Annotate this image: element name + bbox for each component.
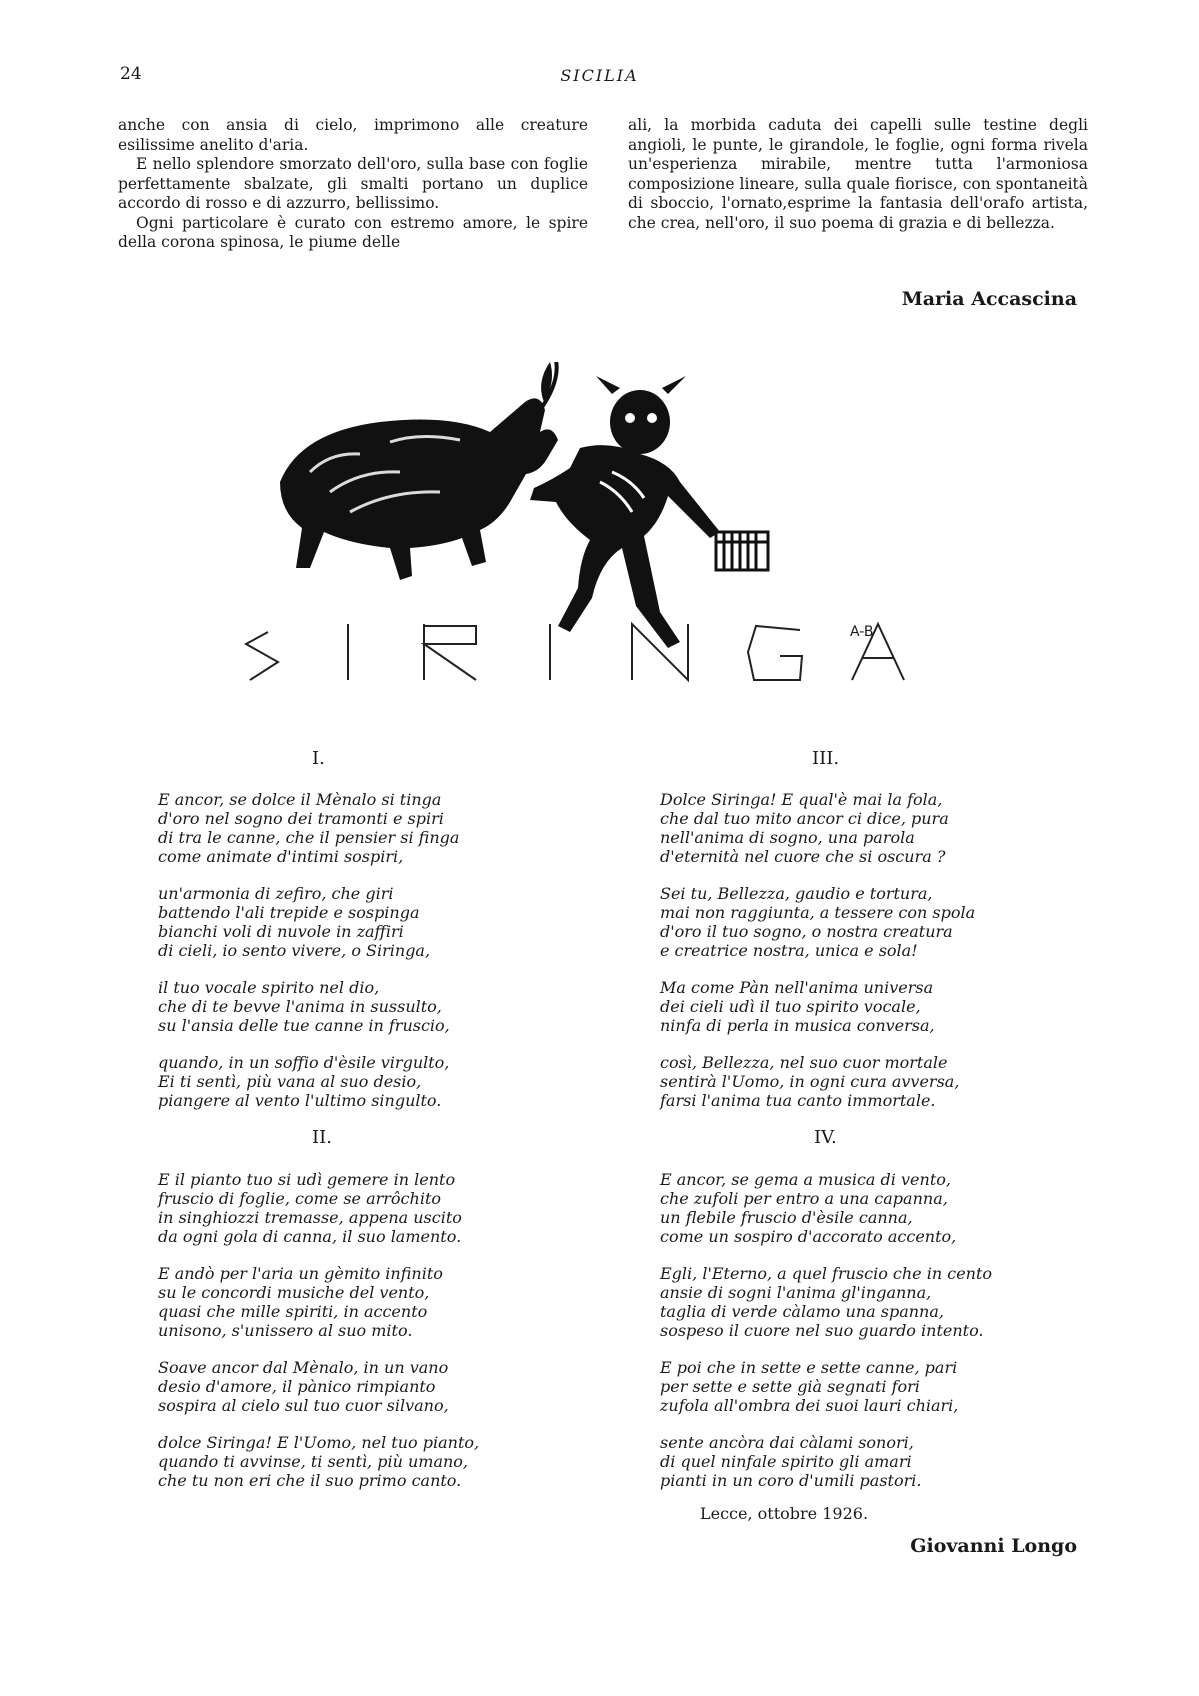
pan-pipes: [716, 532, 768, 570]
verse-line: per sette e sette già segnati fori: [660, 1377, 920, 1396]
stanza: [158, 1433, 479, 1490]
verse-line: mai non raggiunta, a tessere con spola: [660, 903, 976, 922]
verse-line: un flebile fruscio d'èsile canna,: [660, 1208, 913, 1227]
poem-section-3: [660, 790, 975, 1128]
section-numeral: II.: [312, 1127, 332, 1148]
verse-line: zufola all'ombra dei suoi lauri chiari,: [660, 1396, 959, 1415]
stanza: [158, 1358, 479, 1415]
verse-line: su l'ansia delle tue canne in fruscio,: [158, 1016, 450, 1035]
verse-line: e creatrice nostra, unica e sola!: [660, 941, 918, 960]
verse-line: Dolce Siringa! E qual'è mai la fola,: [660, 790, 943, 809]
verse-line: d'eternità nel cuore che si oscura ?: [660, 847, 946, 866]
verse-line: sente ancòra dai càlami sonori,: [660, 1433, 914, 1452]
verse-line: Egli, l'Eterno, a quel fruscio che in cento: [660, 1264, 993, 1283]
verse-line: di tra le canne, che il pensier si finga: [158, 828, 460, 847]
verse-line: Ma come Pàn nell'anima universa: [660, 978, 934, 997]
verse-line: che dal tuo mito ancor ci dice, pura: [660, 809, 949, 828]
verse-line: Sei tu, Bellezza, gaudio e tortura,: [660, 884, 933, 903]
prose-paragraph: Ogni particolare è curato con estremo amore, le spire della corona spinosa, le piume delle: [118, 213, 588, 251]
verse-line: il tuo vocale spirito nel dio,: [158, 978, 380, 997]
verse-line: E il pianto tuo si udì gemere in lento: [158, 1170, 456, 1189]
verse-line: E andò per l'aria un gèmito infinito: [158, 1264, 443, 1283]
verse-line: che tu non eri che il suo primo canto.: [158, 1471, 462, 1490]
section-numeral: III.: [812, 748, 840, 769]
verse-line: dolce Siringa! E l'Uomo, nel tuo pianto,: [158, 1433, 480, 1452]
verse-line: farsi l'anima tua canto immortale.: [660, 1091, 936, 1110]
prose-column-left: [118, 116, 588, 253]
poem-section-2: [158, 1170, 479, 1508]
verse-line: E ancor, se gema a musica di vento,: [660, 1170, 951, 1189]
title-lettering: [246, 624, 904, 680]
verse-line: E poi che in sette e sette canne, pari: [660, 1358, 958, 1377]
verse-line: pianti in un coro d'umili pastori.: [660, 1471, 922, 1490]
verse-line: bianchi voli di nuvole in zaffiri: [158, 922, 404, 941]
siringa-illustration: [240, 362, 960, 762]
running-title: SICILIA: [560, 66, 639, 85]
stanza: [660, 1053, 975, 1110]
artist-monogram: A-B: [850, 624, 874, 640]
verse-line: dei cieli udì il tuo spirito vocale,: [660, 997, 921, 1016]
verse-line: un'armonia di zefiro, che giri: [158, 884, 394, 903]
verse-line: che di te bevve l'anima in sussulto,: [158, 997, 442, 1016]
verse-line: nell'anima di sogno, una parola: [660, 828, 915, 847]
verse-line: quando, in un soffio d'èsile virgulto,: [158, 1053, 450, 1072]
faun-figure: [530, 376, 720, 648]
verse-line: sospeso il cuore nel suo guardo intento.: [660, 1321, 984, 1340]
verse-line: come un sospiro d'accorato accento,: [660, 1227, 957, 1246]
verse-line: in singhiozzi tremasse, appena uscito: [158, 1208, 462, 1227]
stanza: [660, 1433, 992, 1490]
page-number: 24: [120, 64, 142, 84]
goat-figure: [280, 362, 558, 580]
verse-line: così, Bellezza, nel suo cuor mortale: [660, 1053, 948, 1072]
verse-line: battendo l'ali trepide e sospinga: [158, 903, 420, 922]
verse-line: d'oro il tuo sogno, o nostra creatura: [660, 922, 953, 941]
stanza: [660, 978, 975, 1035]
stanza: [158, 1053, 459, 1110]
verse-line: quando ti avvinse, ti sentì, più umano,: [158, 1452, 468, 1471]
poem-section-1: [158, 790, 459, 1128]
verse-line: di quel ninfale spirito gli amari: [660, 1452, 912, 1471]
stanza: [158, 790, 459, 866]
prose-column-right: [628, 116, 1088, 233]
verse-line: ninfa di perla in musica conversa,: [660, 1016, 935, 1035]
verse-line: quasi che mille spiriti, in accento: [158, 1302, 428, 1321]
poem-section-4: [660, 1170, 992, 1490]
verse-line: taglia di verde càlamo una spanna,: [660, 1302, 944, 1321]
stanza: [660, 1170, 992, 1246]
verse-line: d'oro nel sogno dei tramonti e spiri: [158, 809, 444, 828]
section-numeral: I.: [312, 748, 325, 769]
verse-line: sentirà l'Uomo, in ogni cura avversa,: [660, 1072, 960, 1091]
verse-line: unisono, s'unissero al suo mito.: [158, 1321, 413, 1340]
prose-paragraph: ali, la morbida caduta dei capelli sulle testine degli angioli, le punte, le girandole, le foglie, ogni forma rivela un'esperienza mirabile, mentre tutta l'armoniosa composizione lineare, sulla quale fiorisce, con spontaneità di sboccio, l'ornato,esprime la fantasia dell'orafo artista, che crea, nell'oro, il suo poema di grazia e di bellezza.: [628, 116, 1088, 232]
stanza: [660, 884, 975, 960]
stanza: [158, 884, 459, 960]
verse-line: di cieli, io sento vivere, o Siringa,: [158, 941, 431, 960]
verse-line: sospira al cielo sul tuo cuor silvano,: [158, 1396, 449, 1415]
stanza: [158, 1170, 479, 1246]
stanza: [158, 1264, 479, 1340]
stanza: [660, 1358, 992, 1415]
verse-line: che zufoli per entro a una capanna,: [660, 1189, 948, 1208]
verse-line: ansie di sogni l'anima gl'inganna,: [660, 1283, 932, 1302]
author-signature: Maria Accascina: [901, 288, 1077, 310]
verse-line: fruscio di foglie, come se arrôchito: [158, 1189, 441, 1208]
verse-line: Ei ti sentì, più vana al suo desio,: [158, 1072, 422, 1091]
verse-line: desio d'amore, il pànico rimpianto: [158, 1377, 436, 1396]
stanza: [158, 978, 459, 1035]
verse-line: su le concordi musiche del vento,: [158, 1283, 430, 1302]
prose-paragraph: anche con ansia di cielo, imprimono alle creature esilissime anelito d'aria.: [118, 116, 588, 154]
dateline: Lecce, ottobre 1926.: [700, 1504, 869, 1523]
stanza: [660, 790, 975, 866]
prose-paragraph: E nello splendore smorzato dell'oro, sulla base con foglie perfettamente sbalzate, gli smalti portano un duplice accordo di rosso e di azzurro, bellissimo.: [118, 155, 588, 212]
verse-line: come animate d'intimi sospiri,: [158, 847, 404, 866]
section-numeral: IV.: [814, 1127, 837, 1148]
verse-line: Soave ancor dal Mènalo, in un vano: [158, 1358, 449, 1377]
poet-signature: Giovanni Longo: [910, 1535, 1077, 1557]
verse-line: E ancor, se dolce il Mènalo si tinga: [158, 790, 442, 809]
stanza: [660, 1264, 992, 1340]
verse-line: da ogni gola di canna, il suo lamento.: [158, 1227, 462, 1246]
verse-line: piangere al vento l'ultimo singulto.: [158, 1091, 442, 1110]
